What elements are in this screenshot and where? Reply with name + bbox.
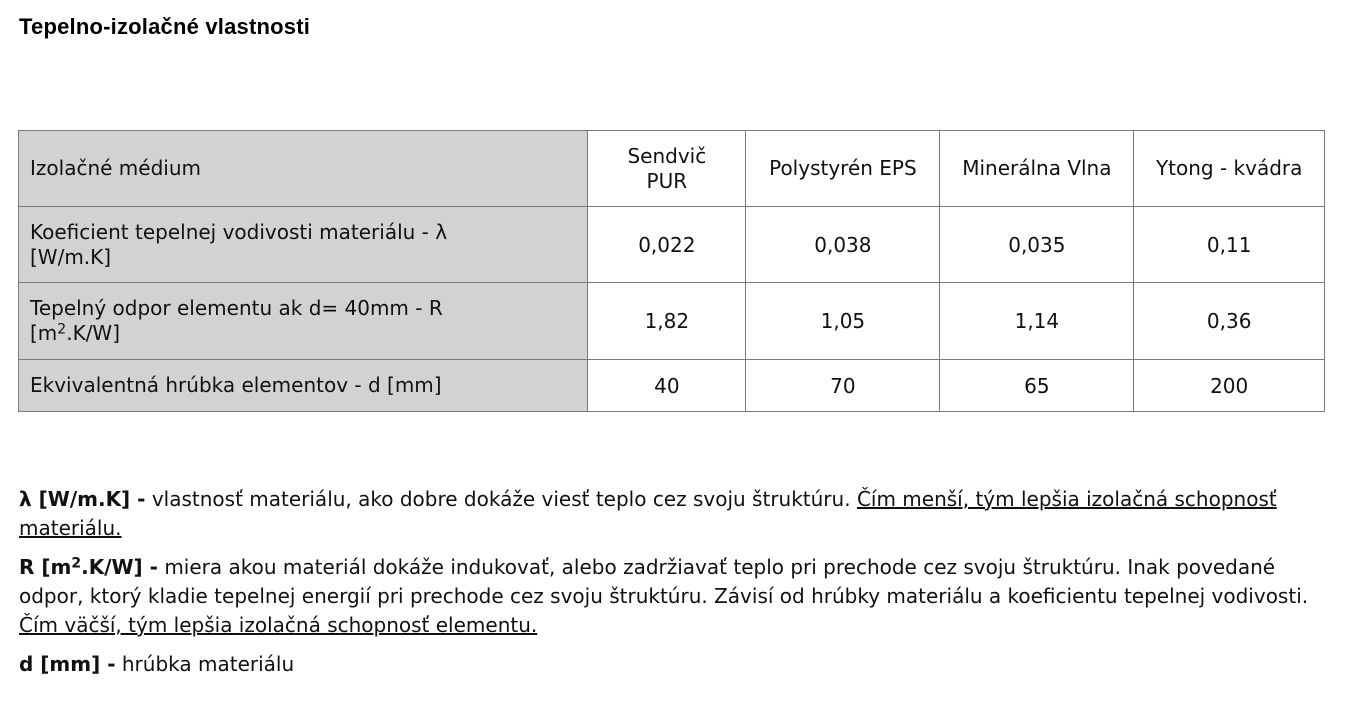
row-label-line: [W/m.K] — [30, 244, 112, 269]
table-cell: 0,035 — [940, 207, 1134, 283]
row-label-line: Koeficient tepelnej vodivosti materiálu - λ — [30, 219, 448, 244]
definition-term: λ [W/m.K] - — [19, 487, 146, 511]
definition-text: miera akou materiál dokáže indukovať, alebo zadržiavať teplo pri prechode cez svoju štruktúru. Inak povedané odpor, ktorý kladie tepelnej energií pri prechode cez svoju štruktúru. Závisí od hrúbky materiálu a koeficientu tepelnej vodivosti. — [19, 555, 1309, 608]
row-label-resistance — [19, 283, 588, 360]
column-header-line: Sendvič — [627, 143, 707, 168]
table-cell: 65 — [940, 360, 1134, 412]
column-header-line: PUR — [646, 168, 688, 193]
table-header-row — [19, 131, 1325, 207]
table-cell: 1,82 — [588, 283, 746, 360]
table-cell: 1,14 — [940, 283, 1134, 360]
table-row — [19, 360, 1325, 412]
column-header-sendvic-pur — [588, 131, 746, 207]
table-cell: 40 — [588, 360, 746, 412]
page-title: Tepelno-izolačné vlastnosti — [19, 14, 311, 39]
column-header-mineralna-vlna: Minerálna Vlna — [940, 131, 1134, 207]
row-label-thickness: Ekvivalentná hrúbka elementov - d [mm] — [19, 360, 588, 412]
definitions — [19, 485, 1329, 689]
definition-emphasis: Čím väčší, tým lepšia izolačná schopnosť elementu. — [19, 613, 538, 637]
column-header-polystyren-eps: Polystyrén EPS — [746, 131, 940, 207]
definition-text: hrúbka materiálu — [115, 652, 295, 676]
table-cell: 70 — [746, 360, 940, 412]
definition-d — [19, 650, 1329, 679]
table-row — [19, 207, 1325, 283]
superscript: 2 — [71, 555, 82, 572]
row-label-line: Tepelný odpor elementu ak d= 40mm - R — [30, 296, 443, 320]
table-cell: 200 — [1134, 360, 1325, 412]
table-cell: 0,36 — [1134, 283, 1325, 360]
table-row — [19, 283, 1325, 360]
definition-term — [19, 555, 158, 579]
column-header-ytong-kvadra: Ytong - kvádra — [1134, 131, 1325, 207]
definition-lambda — [19, 485, 1329, 543]
thermal-properties-table — [18, 130, 1325, 412]
row-label-lambda — [19, 207, 588, 283]
table-cell: 0,038 — [746, 207, 940, 283]
term-fragment: .K/W] - — [81, 555, 158, 579]
superscript: 2 — [57, 321, 67, 338]
definition-text: vlastnosť materiálu, ako dobre dokáže viesť teplo cez svoju štruktúru. — [145, 487, 857, 511]
definition-term: d [mm] - — [19, 652, 116, 676]
table-cell: 1,05 — [746, 283, 940, 360]
term-fragment: R [m — [19, 555, 72, 579]
definition-emphasis: Čím menší, tým lepšia izolačná schopnosť materiálu. — [19, 487, 1277, 540]
table-cell: 0,022 — [588, 207, 746, 283]
definition-r — [19, 553, 1329, 640]
table-cell: 0,11 — [1134, 207, 1325, 283]
row-label-fragment: .K/W] — [66, 321, 121, 345]
row-label-fragment: [m — [30, 321, 58, 345]
header-label-cell: Izolačné médium — [19, 131, 588, 207]
